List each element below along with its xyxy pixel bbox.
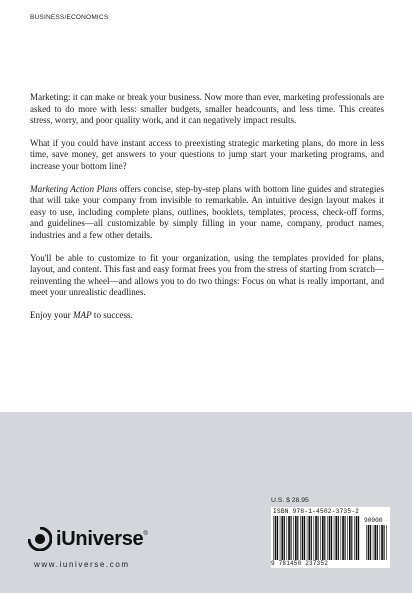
barcode-bar — [311, 516, 312, 560]
barcode-bar — [307, 516, 308, 560]
book-title-italic: Marketing Action Plans — [30, 183, 118, 194]
barcode-bar — [377, 525, 378, 560]
publisher-name: iUniverse — [56, 527, 144, 550]
barcode-bar — [287, 516, 288, 560]
barcode-bar — [277, 516, 278, 560]
blurb-paragraph-5 — [30, 310, 384, 322]
barcode-bar — [280, 516, 281, 560]
barcode-bar — [288, 516, 290, 560]
barcode-bar — [354, 516, 355, 560]
barcode-bar — [342, 516, 344, 560]
price-code: 90000 — [364, 517, 383, 524]
barcode-bar — [334, 516, 335, 560]
barcode-bar — [308, 516, 310, 560]
barcode-bar — [384, 525, 385, 560]
barcode-bar — [315, 516, 317, 560]
isbn-barcode — [271, 516, 361, 560]
barcode-bar — [293, 516, 294, 560]
barcode-bar — [356, 516, 358, 560]
barcode-bar — [370, 525, 371, 560]
blurb-paragraph-4: You'll be able to customize to fit your organization, using the templates provided for plans, layout, and content. This fast and easy format frees you from the stress of starting from scratch—reinventing the wheel—and allows you to do two things: Focus on what is really important, and meet your unrealistic deadlines. — [30, 252, 384, 298]
price-label: U.S. $ 28.95 — [271, 497, 309, 504]
barcode-bar — [373, 525, 374, 560]
barcode-bar — [291, 516, 292, 560]
barcode-bar — [281, 516, 283, 560]
barcode-bar — [358, 516, 359, 560]
barcode-bar — [374, 525, 376, 560]
barcode-bar — [341, 516, 342, 560]
barcode-bar — [380, 525, 381, 560]
barcode-bar — [320, 516, 321, 560]
enjoy-text: Enjoy your — [30, 309, 73, 320]
blurb-paragraph-3-text: offers concise, step-by-step plans with bottom line guides and strategies that will take your company from invisible to remarkable. An intuitive design layout makes it easy to use, including complete plans, outlines, booklets, templates, process, check-off forms, and guidelines—all customizable by simply filling in your name, company, product names, industries and a few other details. — [30, 183, 385, 240]
barcode-bar — [368, 525, 370, 560]
barcode-bar — [335, 516, 337, 560]
blurb-paragraph-1: Marketing: it can make or break your business. Now more than ever, marketing professionals are asked to do more with less: smaller budgets, smaller headcounts, and less time. This creates stress, worry, and poor quality work, and it can negatively impact results. — [30, 92, 384, 126]
barcode-bar — [300, 516, 301, 560]
barcode-bar — [338, 516, 339, 560]
barcode-bar — [318, 516, 319, 560]
isbn-text: ISBN 978-1-4502-3735-2 — [273, 508, 360, 515]
barcode-box — [271, 507, 390, 568]
barcode-number: 9 781450 237352 — [271, 560, 329, 567]
blurb — [30, 92, 384, 333]
registered-mark: ® — [143, 531, 148, 537]
barcode-bar — [351, 516, 352, 560]
barcode-bar — [329, 516, 331, 560]
barcode-bar — [295, 516, 297, 560]
iuniverse-logo-icon — [28, 527, 52, 551]
blurb-paragraph-2: What if you could have instant access to preexisting strategic marketing plans, do more in less time, save money, get answers to your questions to jump start your marketing programs, and increase your bottom line? — [30, 137, 384, 171]
price-barcode — [364, 525, 389, 560]
barcode-bar — [304, 516, 305, 560]
barcode-bar — [314, 516, 315, 560]
barcode-bar — [331, 516, 332, 560]
barcode-bar — [327, 516, 328, 560]
success-text: to success. — [91, 309, 133, 320]
blurb-paragraph-3 — [30, 184, 384, 242]
barcode-bar — [284, 516, 285, 560]
barcode-bar — [302, 516, 304, 560]
barcode-bar — [273, 516, 274, 560]
barcode-bar — [345, 516, 346, 560]
barcode-bar — [386, 525, 387, 560]
barcode-bar — [297, 516, 298, 560]
barcode-bar — [381, 525, 383, 560]
category-label: BUSINESS/ECONOMICS — [30, 14, 109, 21]
map-italic: MAP — [72, 309, 92, 320]
barcode-bar — [366, 525, 367, 560]
barcode-bar — [349, 516, 351, 560]
barcode-bar — [275, 516, 277, 560]
barcode-bar — [347, 516, 348, 560]
publisher-logo — [28, 527, 148, 551]
publisher-website: www.iuniverse.com — [34, 560, 130, 569]
barcode-bar — [324, 516, 325, 560]
barcode-bar — [322, 516, 324, 560]
